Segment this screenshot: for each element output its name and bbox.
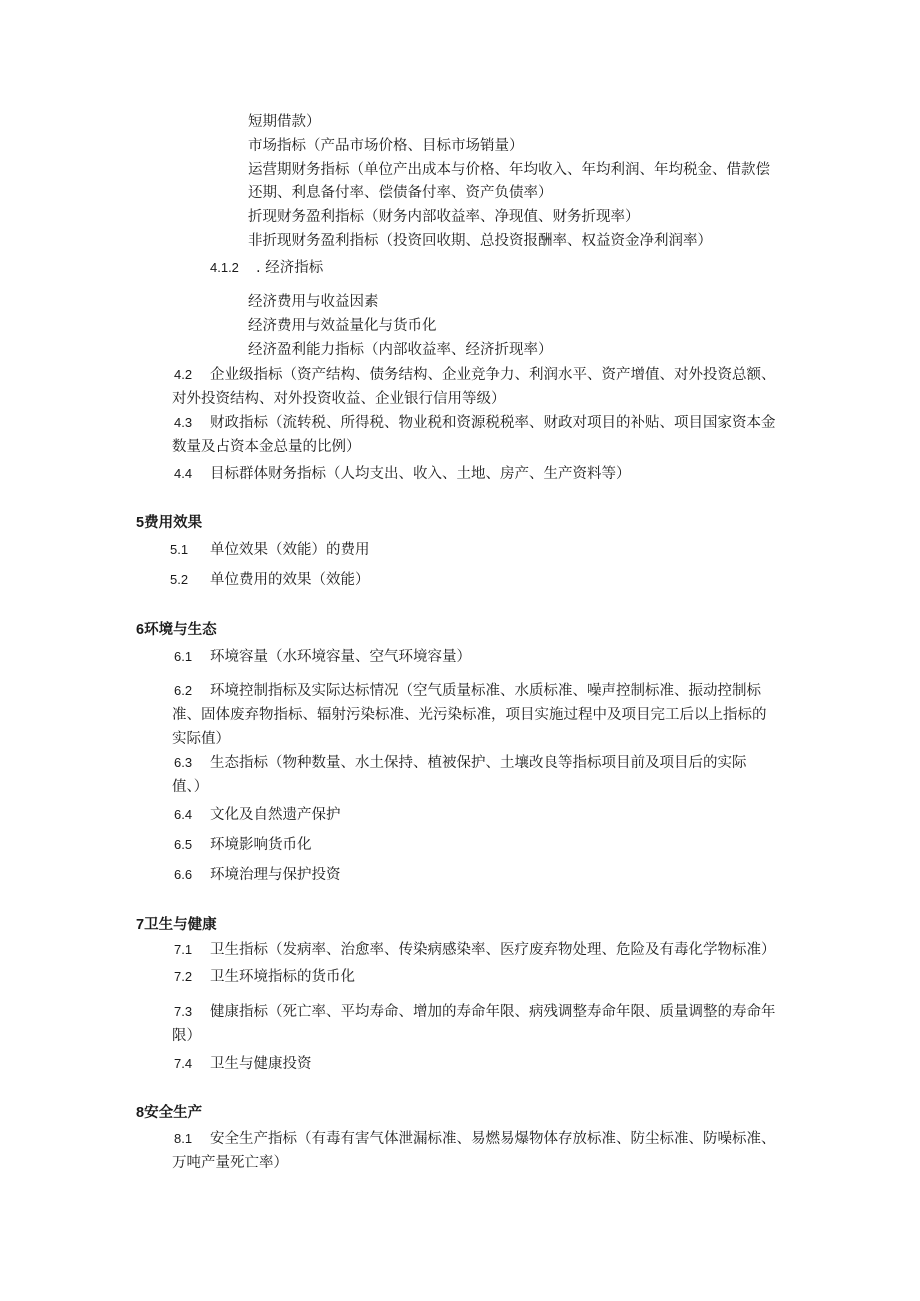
text-line: 环境控制指标及实际达标情况（空气质量标准、水质标准、噪声控制标准、振动控制标 [210,683,761,699]
section-number: 6.1 [174,649,193,664]
text-line: 单位效果（效能）的费用 [210,542,370,558]
text-line: 企业级指标（资产结构、债务结构、企业竞争力、利润水平、资产增值、对外投资总额、 [210,367,776,383]
section-number: 6.4 [174,807,193,822]
text-line: 对外投资结构、对外投资收益、企业银行信用等级） [172,391,506,407]
section-number: 7.3 [174,1004,193,1019]
section-title: . 经济指标 [256,260,324,276]
section-number: 5.1 [170,542,189,557]
text-line: 卫生指标（发病率、治愈率、传染病感染率、医疗废弃物处理、危险及有毒化学物标准） [210,942,776,958]
heading-number: 6 [136,622,145,638]
text-line: 环境影响货币化 [210,837,312,853]
text-line: 生态指标（物种数量、水土保持、植被保护、土壤改良等指标项目前及项目后的实际 [210,755,747,771]
text-line: 单位费用的效果（效能） [210,572,370,588]
heading-8 [136,1103,202,1123]
text-line: 财政指标（流转税、所得税、物业税和资源税税率、财政对项目的补贴、项目国家资本金 [210,415,776,431]
heading-title: 安全生产 [144,1105,203,1121]
heading-5 [136,513,202,533]
list-item: 经济费用与效益量化与货币化 [248,318,437,334]
section-number: 8.1 [174,1131,193,1146]
text-line: 卫生与健康投资 [210,1056,312,1072]
section-number: 6.5 [174,837,193,852]
heading-number: 5 [136,515,145,531]
heading-title: 费用效果 [144,515,203,531]
text-line: 非折现财务盈利指标（投资回收期、总投资报酬率、权益资金净利润率） [248,233,712,249]
section-number: 4.3 [174,415,193,430]
section-number: 6.6 [174,867,193,882]
section-number: 7.2 [174,969,193,984]
text-line: 实际值） [172,731,230,747]
text-line: 文化及自然遗产保护 [210,807,341,823]
text-line: 环境治理与保护投资 [210,867,341,883]
heading-number: 8 [136,1105,145,1121]
section-number: 5.2 [170,572,189,587]
list-item: 经济盈利能力指标（内部收益率、经济折现率） [248,342,553,358]
text-line: 卫生环境指标的货币化 [210,969,355,985]
text-line: 数量及占资本金总量的比例） [172,439,361,455]
text-line: 安全生产指标（有毒有害气体泄漏标准、易燃易爆物体存放标准、防尘标准、防噪标准、 [210,1131,776,1147]
text-line: 环境容量（水环境容量、空气环境容量） [210,649,471,665]
section-number: 7.4 [174,1056,193,1071]
section-number: 6.2 [174,683,193,698]
text-line: 健康指标（死亡率、平均寿命、增加的寿命年限、病残调整寿命年限、质量调整的寿命年 [210,1004,776,1020]
heading-title: 卫生与健康 [144,917,217,933]
heading-6 [136,620,217,640]
text-line: 运营期财务指标（单位产出成本与价格、年均收入、年均利润、年均税金、借款偿 [248,162,770,178]
text-line: 值、） [172,779,209,795]
text-line: 市场指标（产品市场价格、目标市场销量） [248,138,524,154]
text-line: 短期借款） [248,114,321,130]
text-line: 限） [172,1028,201,1044]
text-line: 还期、利息备付率、偿债备付率、资产负债率） [248,185,553,201]
section-number: 4.1.2 [210,260,239,275]
heading-number: 7 [136,917,145,933]
text-line: 折现财务盈利指标（财务内部收益率、净现值、财务折现率） [248,209,640,225]
heading-7 [136,915,217,935]
section-number: 6.3 [174,755,193,770]
text-line: 万吨产量死亡率） [172,1155,288,1171]
section-number: 4.2 [174,367,193,382]
heading-title: 环境与生态 [144,622,217,638]
section-number: 4.4 [174,466,193,481]
text-line: 目标群体财务指标（人均支出、收入、土地、房产、生产资料等） [210,466,631,482]
text-line: 准、固体废弃物指标、辐射污染标准、光污染标准，项目实施过程中及项目完工后以上指标的 [172,707,767,723]
section-number: 7.1 [174,942,193,957]
list-item: 经济费用与收益因素 [248,294,379,310]
